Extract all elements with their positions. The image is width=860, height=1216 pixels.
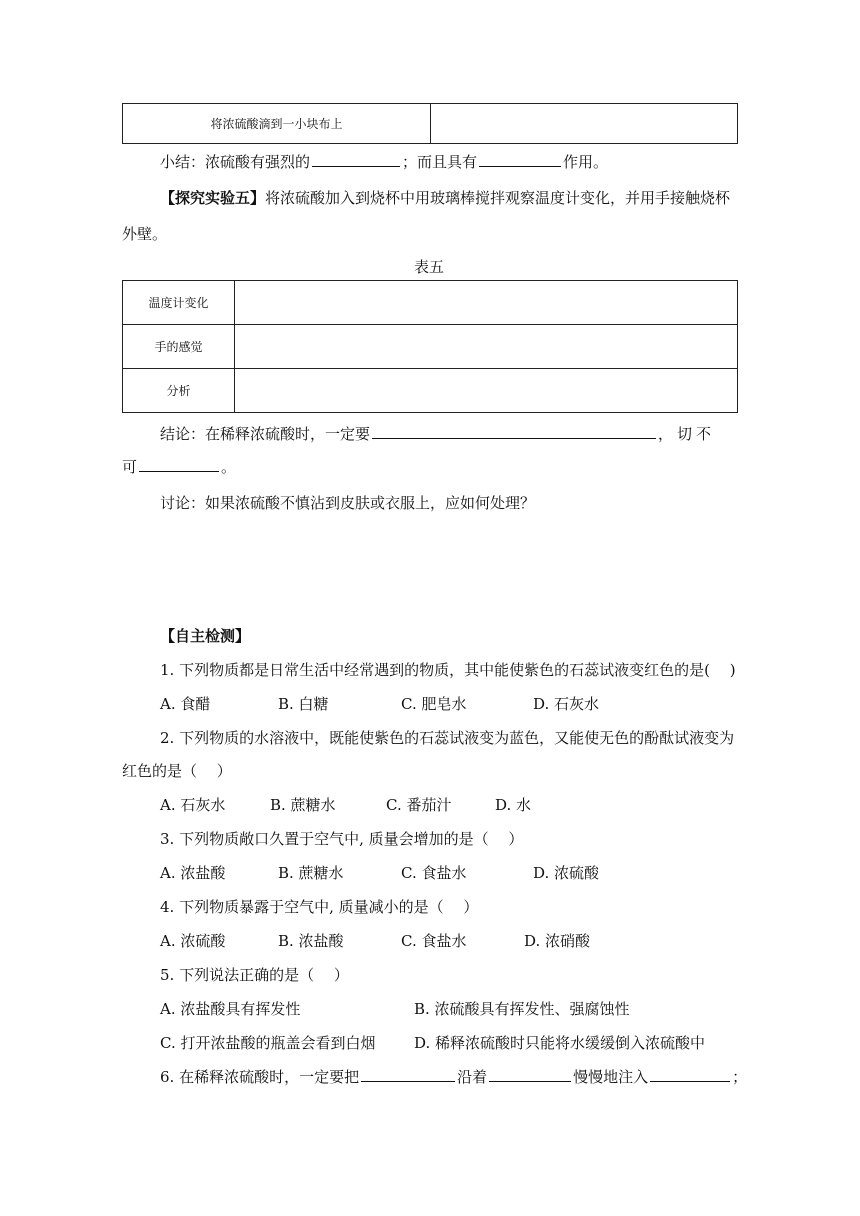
table5-value-hand xyxy=(235,325,738,369)
experiment5-line2: 外壁。 xyxy=(122,225,168,243)
q6-part3: 慢慢地注入 xyxy=(573,1068,649,1086)
discussion: 讨论：如果浓硫酸不慎沾到皮肤或衣服上，应如何处理？ xyxy=(160,494,536,512)
top-table-cell-left: 将浓硫酸滴到一小块布上 xyxy=(123,104,431,144)
q5-option-a[interactable]: A. 浓盐酸具有挥发性 xyxy=(160,1000,301,1018)
q2-option-d[interactable]: D. 水 xyxy=(495,796,532,814)
summary-blank-1[interactable] xyxy=(312,152,400,167)
q2-option-a[interactable]: A. 石灰水 xyxy=(160,796,226,814)
conclusion-line2-prefix: 可 xyxy=(122,458,138,476)
conclusion-blank-1[interactable] xyxy=(372,424,656,439)
conclusion-middle: ，切不 xyxy=(658,425,716,443)
experiment5-line1 xyxy=(160,187,730,208)
q5-option-c[interactable]: C. 打开浓盐酸的瓶盖会看到白烟 xyxy=(160,1034,376,1052)
table5-value-analysis xyxy=(235,369,738,413)
q5-text: 5. 下列说法正确的是（ ） xyxy=(160,966,349,984)
q2-option-c[interactable]: C. 番茄汁 xyxy=(386,796,452,814)
table5-label-hand: 手的感觉 xyxy=(123,325,235,369)
experiment5-text-1: 将浓硫酸加入到烧杯中用玻璃棒搅拌观察温度计变化，并用手接触烧杯 xyxy=(265,189,731,207)
q6-blank-2[interactable] xyxy=(489,1067,571,1082)
table5-row xyxy=(123,325,738,369)
q3-option-b[interactable]: B. 蔗糖水 xyxy=(278,864,344,882)
q5-option-b[interactable]: B. 浓硫酸具有挥发性、强腐蚀性 xyxy=(414,1000,630,1018)
conclusion-blank-2[interactable] xyxy=(139,457,219,472)
q6-prefix: 6. 在稀释浓硫酸时，一定要把 xyxy=(160,1068,360,1086)
q1-text: 1. 下列物质都是日常生活中经常遇到的物质，其中能使紫色的石蕊试液变红色的是( ) xyxy=(160,661,736,679)
table5 xyxy=(122,280,738,413)
q3-option-d[interactable]: D. 浓硫酸 xyxy=(533,864,600,882)
summary-suffix: 作用。 xyxy=(563,153,609,171)
q6-blank-3[interactable] xyxy=(650,1067,730,1082)
q2-option-b[interactable]: B. 蔗糖水 xyxy=(270,796,336,814)
top-table-cell-right xyxy=(431,104,738,144)
table5-caption: 表五 xyxy=(414,258,445,276)
q4-text: 4. 下列物质暴露于空气中, 质量减小的是（ ） xyxy=(160,898,479,916)
table5-label-temperature: 温度计变化 xyxy=(123,281,235,325)
table5-row xyxy=(123,281,738,325)
summary-prefix: 小结：浓硫酸有强烈的 xyxy=(160,153,311,171)
q4-option-c[interactable]: C. 食盐水 xyxy=(401,932,467,950)
q1-option-d[interactable]: D. 石灰水 xyxy=(533,695,600,713)
q1-option-a[interactable]: A. 食醋 xyxy=(160,695,211,713)
conclusion-line1 xyxy=(160,423,715,444)
q4-option-d[interactable]: D. 浓硝酸 xyxy=(524,932,591,950)
summary-line xyxy=(160,151,608,172)
q3-option-c[interactable]: C. 食盐水 xyxy=(401,864,467,882)
top-table xyxy=(122,103,738,144)
q1-option-b[interactable]: B. 白糖 xyxy=(278,695,329,713)
self-check-heading: 【自主检测】 xyxy=(160,627,251,645)
q4-option-a[interactable]: A. 浓硫酸 xyxy=(160,932,226,950)
summary-middle: ；而且具有 xyxy=(402,153,478,171)
q1-option-c[interactable]: C. 肥皂水 xyxy=(401,695,467,713)
q2-line2: 红色的是（ ） xyxy=(122,762,232,780)
q5-option-d[interactable]: D. 稀释浓硫酸时只能将水缓缓倒入浓硫酸中 xyxy=(414,1034,706,1052)
q6-part2: 沿着 xyxy=(457,1068,488,1086)
q4-option-b[interactable]: B. 浓盐酸 xyxy=(278,932,344,950)
q6-suffix: ； xyxy=(732,1068,748,1086)
conclusion-line2 xyxy=(122,456,236,477)
conclusion-prefix: 结论：在稀释浓硫酸时，一定要 xyxy=(160,425,371,443)
table5-value-temperature xyxy=(235,281,738,325)
q6-blank-1[interactable] xyxy=(361,1067,455,1082)
summary-blank-2[interactable] xyxy=(479,152,561,167)
q6-line xyxy=(160,1066,747,1087)
experiment5-heading: 【探究实验五】 xyxy=(160,189,266,207)
table5-row xyxy=(123,369,738,413)
q3-text: 3. 下列物质敞口久置于空气中, 质量会增加的是（ ） xyxy=(160,830,524,848)
table5-label-analysis: 分析 xyxy=(123,369,235,413)
q3-option-a[interactable]: A. 浓盐酸 xyxy=(160,864,226,882)
q2-line1: 2. 下列物质的水溶液中，既能使紫色的石蕊试液变为蓝色，又能使无色的酚酞试液变为 xyxy=(160,729,735,747)
conclusion-line2-suffix: 。 xyxy=(221,458,237,476)
